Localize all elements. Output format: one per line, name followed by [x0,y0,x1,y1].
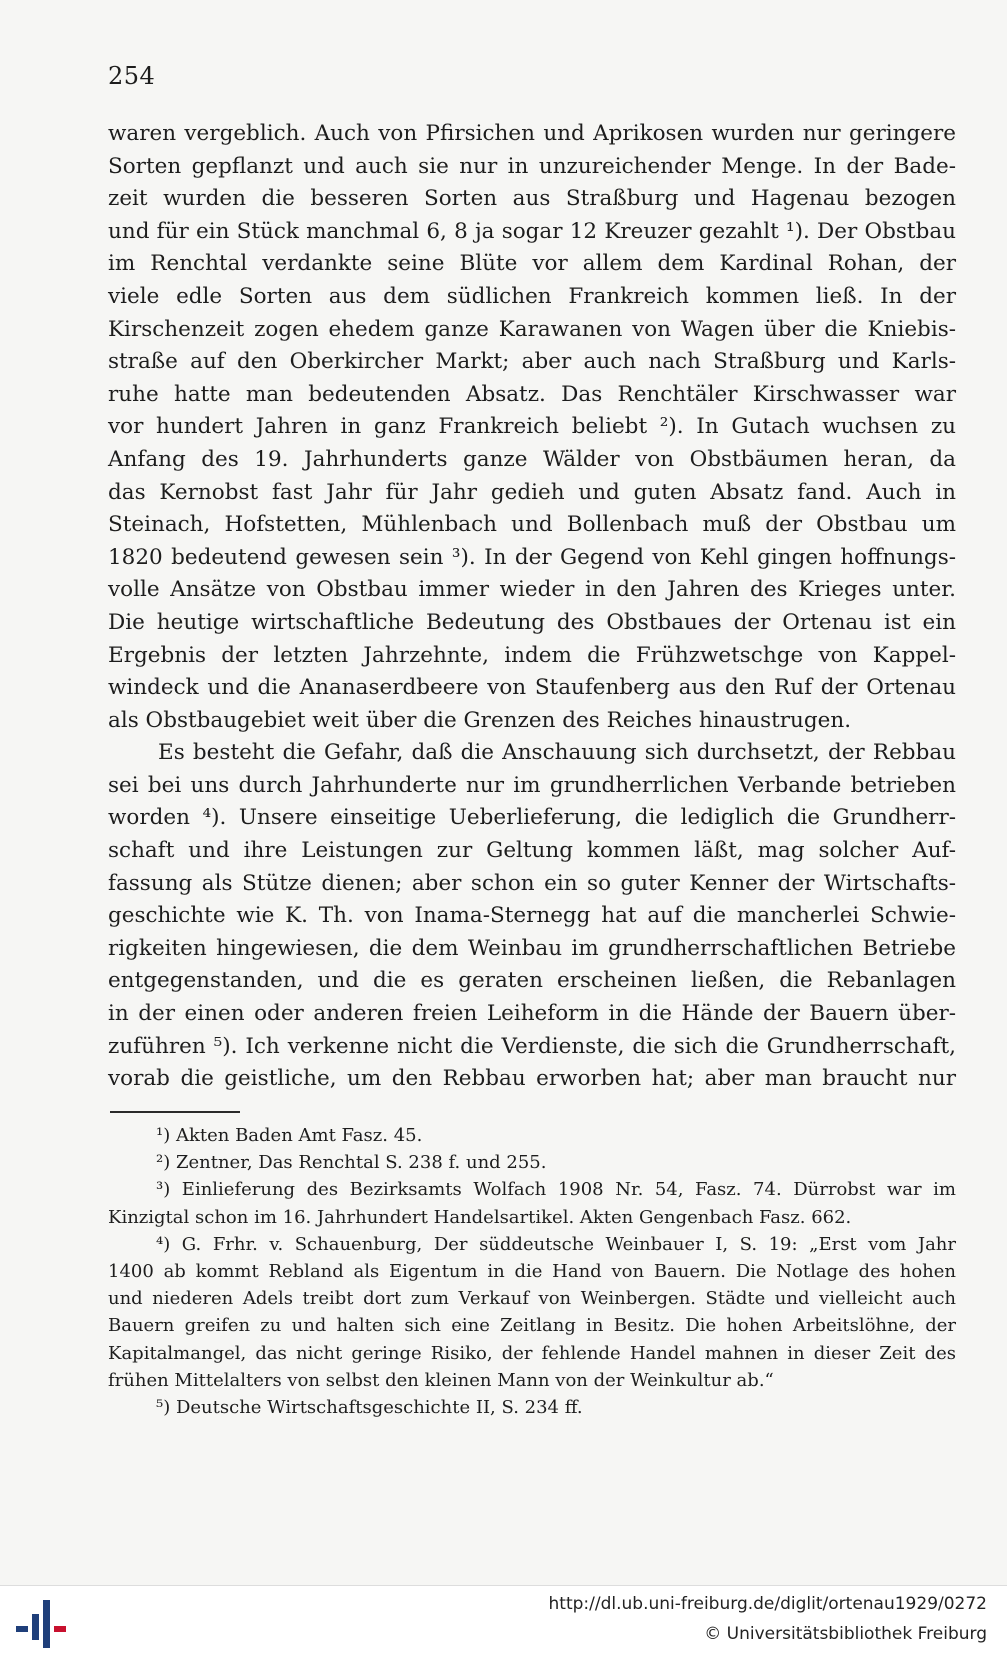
footnote-line: Kinzigtal schon im 16. Jahrhundert Handelsartikel. Akten Gengenbach Fasz. 662. [108,1206,852,1228]
footnote-line: ²) Zentner, Das Renchtal S. 238 f. und 255. [156,1152,547,1174]
text-line: waren vergeblich. Auch von Pfirsichen und Aprikosen wurden nur geringere [108,121,956,146]
text-line: rigkeiten hingewiesen, die dem Weinbau im grundherrschaftlichen Betriebe [108,935,956,961]
footnote-line: Bauern greifen zu und halten sich eine Zeitlang in Besitz. Die hohen Arbeitslöhne, der [108,1315,956,1337]
text-line: im Renchtal verdankte seine Blüte vor allem dem Kardinal Rohan, der [108,251,956,277]
text-line: ruhe hatte man bedeutenden Absatz. Das Renchtäler Kirschwasser war [108,381,956,407]
footnotes [108,1122,956,1421]
footer-bar [0,1585,1007,1657]
logo-bar [54,1626,66,1632]
footnote-line: und niederen Adels treibt dort zum Verkauf von Weinbergen. Städte und vielleicht auch [108,1288,956,1310]
footnote-line: 1400 ab kommt Rebland als Eigentum in die Hand von Bauern. Die Notlage des hohen [108,1260,956,1282]
body-text [108,118,956,1096]
copyright-notice: © Universitätsbibliothek Freiburg [704,1624,987,1644]
footnote-line: frühen Mittelalters von selbst den kleinen Mann von der Weinkultur ab.“ [108,1369,774,1391]
text-line: sei bei uns durch Jahrhunderte nur im grundherrlichen Verbande betrieben [108,772,956,798]
text-line: Ergebnis der letzten Jahrzehnte, indem die Frühzwetschge von Kappel- [108,642,956,668]
text-line: Es besteht die Gefahr, daß die Anschauung sich durchsetzt, der Rebbau [158,740,956,766]
text-line: Sorten gepflanzt und auch sie nur in unzureichender Menge. In der Bade- [108,153,956,179]
text-line: straße auf den Oberkircher Markt; aber auch nach Straßburg und Karls- [108,349,956,375]
text-line: und für ein Stück manchmal 6, 8 ja sogar 12 Kreuzer gezahlt ¹). Der Obstbau [108,218,956,244]
text-line: zuführen ⁵). Ich verkenne nicht die Verdienste, die sich die Grundherrschaft, [108,1033,956,1059]
text-line: Steinach, Hofstetten, Mühlenbach und Bollenbach muß der Obstbau um [108,512,956,538]
text-line: schaft und ihre Leistungen zur Geltung kommen läßt, mag solcher Auf- [108,838,956,864]
text-line: windeck und die Ananaserdbeere von Staufenberg aus den Ruf der Ortenau [108,675,956,701]
text-line: in der einen oder anderen freien Leiheform in die Hände der Bauern über- [108,1001,956,1027]
text-line: worden ⁴). Unsere einseitige Ueberlieferung, die lediglich die Grundherr- [108,805,956,831]
footnote-rule [110,1111,240,1113]
text-line: volle Ansätze von Obstbau immer wieder in den Jahren des Krieges unter. [108,577,956,603]
logo-bar [43,1600,50,1648]
text-line: vorab die geistliche, um den Rebbau erworben hat; aber man braucht nur [108,1066,956,1092]
library-logo-icon [16,1600,66,1648]
logo-bar [16,1626,28,1632]
text-line: Die heutige wirtschaftliche Bedeutung des Obstbaues der Ortenau ist ein [108,609,956,635]
footnote-line: ¹) Akten Baden Amt Fasz. 45. [156,1125,423,1146]
text-line: fassung als Stütze dienen; aber schon ein so guter Kenner der Wirtschafts- [108,870,956,896]
footnote-line: Kapitalmangel, das nicht geringe Risiko, der fehlende Handel mahnen in dieser Zeit des [108,1342,956,1364]
text-line: das Kernobst fast Jahr für Jahr gedieh und guten Absatz fand. Auch in [108,479,956,505]
text-line: Kirschenzeit zogen ehedem ganze Karawanen von Wagen über die Kniebis- [108,316,956,342]
text-line: 1820 bedeutend gewesen sein ³). In der Gegend von Kehl gingen hoffnungs- [108,544,956,570]
text-line: als Obstbaugebiet weit über die Grenzen des Reiches hinaustrugen. [108,707,852,733]
text-line: vor hundert Jahren in ganz Frankreich beliebt ²). In Gutach wuchsen zu [108,414,956,440]
footnote-line: ⁵) Deutsche Wirtschaftsgeschichte II, S. 234 ff. [156,1396,583,1418]
text-line: Anfang des 19. Jahrhunderts ganze Wälder von Obstbäumen heran, da [108,446,956,472]
logo-bar [32,1614,39,1640]
source-url-link[interactable]: http://dl.ub.uni-freiburg.de/diglit/ortenau1929/0272 [548,1594,987,1614]
text-line: viele edle Sorten aus dem südlichen Frankreich kommen ließ. In der [108,283,956,309]
text-line: entgegenstanden, und die es geraten erscheinen ließen, die Rebanlagen [108,968,956,994]
page-number: 254 [108,62,156,90]
footnote-line: ³) Einlieferung des Bezirksamts Wolfach 1908 Nr. 54, Fasz. 74. Dürrobst war im [156,1179,956,1201]
text-line: zeit wurden die besseren Sorten aus Straßburg und Hagenau bezogen [108,186,956,212]
text-line: geschichte wie K. Th. von Inama-Sternegg hat auf die mancherlei Schwie- [108,903,956,929]
footnote-line: ⁴) G. Frhr. v. Schauenburg, Der süddeutsche Weinbauer I, S. 19: „Erst vom Jahr [156,1233,956,1255]
